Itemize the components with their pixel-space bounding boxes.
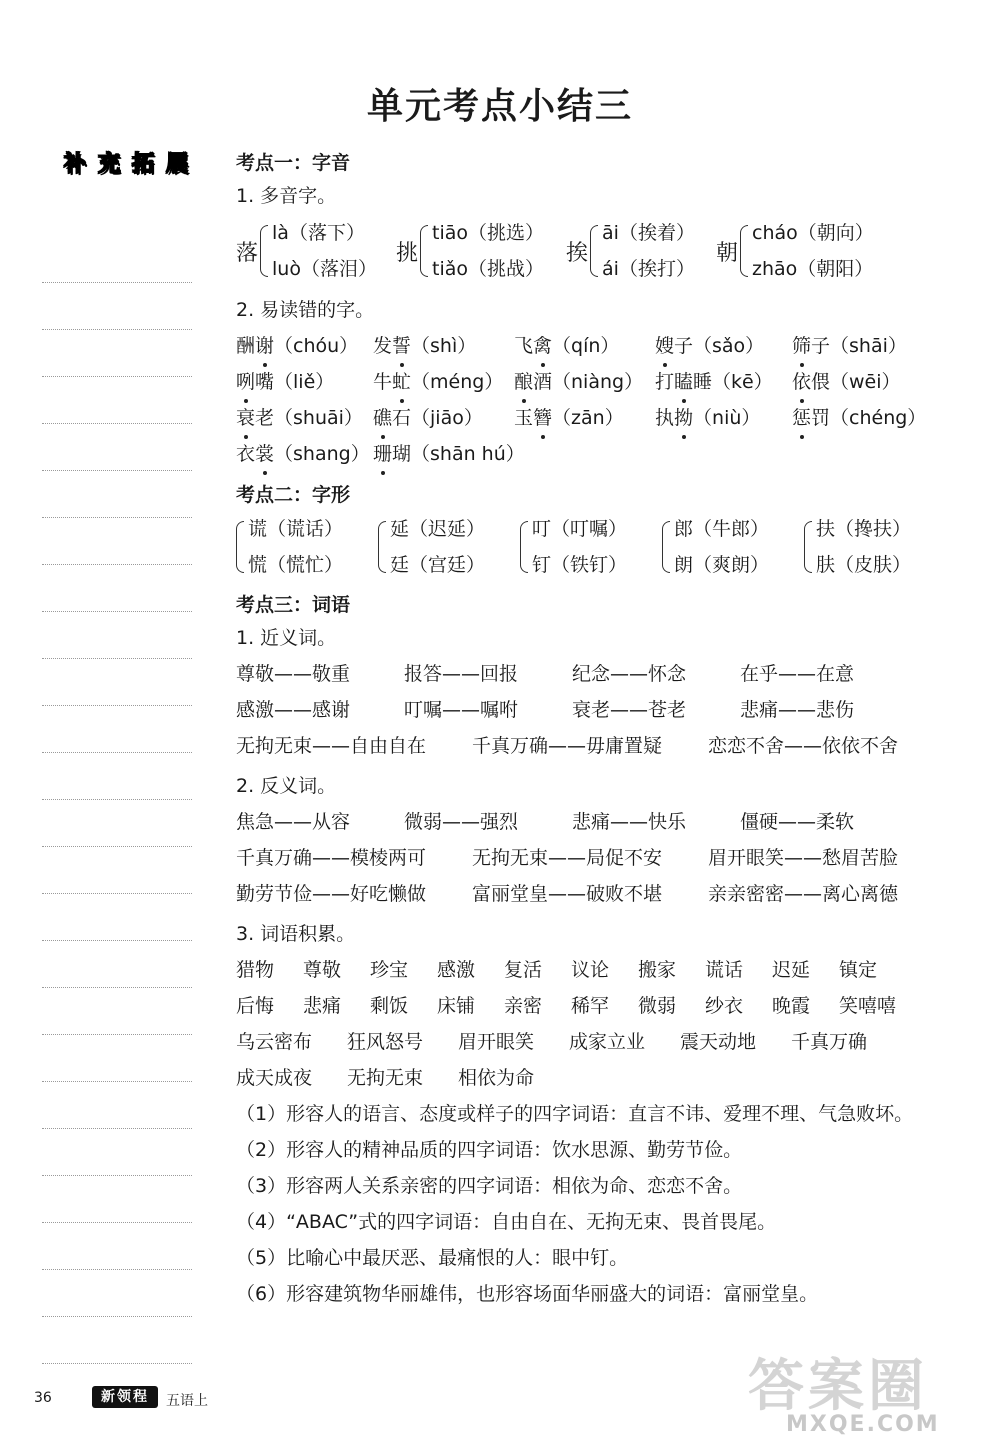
misread-prefix: 执	[655, 407, 675, 429]
shape-item: 朗（爽朗）	[674, 554, 770, 576]
accumulation-word: 搬家	[638, 959, 677, 981]
accumulation-word: 千真万确	[791, 1031, 868, 1053]
misread-item	[655, 328, 792, 364]
antonym-pair: 微弱——强烈	[404, 811, 519, 833]
sidebar-line	[42, 565, 192, 612]
antonym-pair: 眉开眼笑——愁眉苦脸	[708, 847, 899, 869]
polyphone-group	[396, 215, 566, 287]
brand-logo: 新领程	[92, 1386, 158, 1408]
note-item: （1）形容人的语言、态度或样子的四字词语：直言不讳、爱理不理、气急败坏。	[236, 1103, 914, 1125]
misread-target-char: 筛	[792, 328, 811, 364]
accumulation-word: 后悔	[236, 995, 275, 1017]
subheading-antonyms: 2. 反义词。	[236, 775, 337, 797]
sidebar-line	[42, 471, 192, 518]
sidebar-line	[42, 612, 192, 659]
accumulation-word: 笑嘻嘻	[839, 995, 897, 1017]
synonym-pair: 在乎——在意	[740, 663, 855, 685]
antonym-pair: 亲亲密密——离心离德	[708, 883, 899, 905]
accumulation-word: 复活	[504, 959, 543, 981]
shape-item: 谎（谎话）	[248, 518, 344, 540]
sidebar-badge-char: 充	[97, 152, 120, 177]
accumulation-word: 成天成夜	[236, 1067, 313, 1089]
misread-item	[792, 364, 932, 400]
misread-pinyin: 老（shuāi）	[255, 407, 363, 429]
sidebar-line	[42, 941, 192, 988]
misread-pinyin: 嘴（liě）	[255, 371, 335, 393]
misread-target-char: 誓	[392, 328, 411, 364]
misread-target-char: 瞌	[674, 364, 693, 400]
accumulation-word: 晚霞	[772, 995, 811, 1017]
antonym-pair: 勤劳节俭——好吃懒做	[236, 883, 427, 905]
polyphone-readings	[752, 215, 874, 287]
misread-item	[514, 400, 655, 436]
sidebar-note-lines	[42, 236, 192, 1364]
misread-item	[236, 436, 373, 472]
sidebar-line	[42, 800, 192, 847]
antonym-pair: 僵硬——柔软	[740, 811, 855, 833]
shape-item: 延（迟延）	[390, 518, 486, 540]
misread-prefix: 酬	[236, 335, 256, 357]
misread-prefix: 飞	[514, 335, 534, 357]
accumulation-word: 谎话	[705, 959, 744, 981]
misread-prefix: 打	[655, 371, 675, 393]
misread-item	[236, 364, 373, 400]
sidebar-line	[42, 518, 192, 565]
synonym-row	[236, 728, 956, 764]
misread-prefix: 发	[373, 335, 393, 357]
misread-target-char: 酿	[514, 364, 533, 400]
notes-list	[236, 1096, 956, 1312]
synonym-pair: 悲痛——悲伤	[740, 699, 855, 721]
shape-items	[674, 511, 769, 583]
accumulation-word: 成家立业	[569, 1031, 646, 1053]
subheading-accumulation: 3. 词语积累。	[236, 923, 356, 945]
accumulation-word: 悲痛	[303, 995, 342, 1017]
misread-row	[236, 328, 956, 364]
polyphone-reading: zhāo（朝阳）	[752, 258, 874, 280]
synonym-pair: 叮嘱——嘱咐	[404, 699, 519, 721]
shape-group	[236, 511, 378, 583]
note-item: （3）形容两人关系亲密的四字词语：相依为命、恋恋不舍。	[236, 1175, 743, 1197]
polyphone-row	[236, 214, 956, 288]
shape-group	[378, 511, 520, 583]
sidebar-line	[42, 236, 192, 283]
synonym-pair: 感激——感谢	[236, 699, 351, 721]
accumulation-word: 珍宝	[370, 959, 409, 981]
polyphone-readings	[602, 215, 695, 287]
misread-target-char: 嫂	[655, 328, 674, 364]
misread-target-char: 珊	[373, 436, 392, 472]
main-content	[236, 148, 956, 1312]
accumulation-word: 乌云密布	[236, 1031, 313, 1053]
accumulation-row	[236, 1060, 956, 1096]
brace-icon	[740, 225, 748, 277]
antonym-pair: 无拘无束——局促不安	[472, 847, 663, 869]
misread-item	[236, 400, 373, 436]
shape-group	[520, 511, 662, 583]
accumulation-word: 纱衣	[705, 995, 744, 1017]
sidebar-line	[42, 330, 192, 377]
shape-item: 郎（牛郎）	[674, 518, 770, 540]
accumulation-word: 议论	[571, 959, 610, 981]
misread-item	[792, 400, 932, 436]
shape-item: 肤（皮肤）	[816, 554, 912, 576]
misread-pinyin: 瑚（shān hú）	[392, 443, 525, 465]
accumulation-word: 床铺	[437, 995, 476, 1017]
brace-icon	[662, 521, 670, 573]
page-title: 单元考点小结三	[366, 86, 633, 127]
antonym-pair: 富丽堂皇——破败不堪	[472, 883, 663, 905]
sidebar-line	[42, 988, 192, 1035]
polyphone-char: 落	[236, 240, 259, 266]
misread-target-char: 惩	[792, 400, 811, 436]
misread-pinyin: （shì）	[411, 335, 477, 357]
synonym-pair: 尊敬——敬重	[236, 663, 351, 685]
misread-target-char: 咧	[236, 364, 255, 400]
misread-target-char: 虻	[392, 364, 411, 400]
misread-target-char: 衰	[236, 400, 255, 436]
brace-icon	[236, 521, 244, 573]
shape-group	[662, 511, 804, 583]
antonym-row	[236, 804, 956, 840]
polyphone-readings	[272, 215, 377, 287]
misread-pinyin: 罚（chéng）	[811, 407, 927, 429]
antonym-pair: 焦急——从容	[236, 811, 351, 833]
grade-label: 五语上	[166, 1393, 208, 1409]
misread-list	[236, 328, 956, 472]
misread-pinyin: （zān）	[552, 407, 624, 429]
shape-items	[390, 511, 485, 583]
polyphone-reading: luò（落泪）	[272, 258, 377, 280]
misread-row	[236, 436, 956, 472]
accumulation-word: 眉开眼笑	[458, 1031, 535, 1053]
section-heading-shape: 考点二：字形	[236, 484, 351, 506]
misread-target-char: 裳	[255, 436, 274, 472]
subheading-polyphones: 1. 多音字。	[236, 185, 337, 207]
watermark-text: 答案圈	[748, 1354, 928, 1419]
synonym-pair: 千真万确——毋庸置疑	[472, 735, 663, 757]
subheading-misread: 2. 易读错的字。	[236, 299, 375, 321]
misread-row	[236, 364, 956, 400]
shape-item: 扶（搀扶）	[816, 518, 912, 540]
accumulation-row	[236, 1024, 956, 1060]
accumulation-word: 剩饭	[370, 995, 409, 1017]
shape-row	[236, 510, 956, 584]
synonym-list	[236, 656, 956, 764]
sidebar-line	[42, 753, 192, 800]
misread-row	[236, 400, 956, 436]
misread-pinyin: 偎（wēi）	[811, 371, 901, 393]
accumulation-word: 无拘无束	[347, 1067, 424, 1089]
polyphone-char: 朝	[716, 240, 739, 266]
misread-item	[514, 364, 655, 400]
accumulation-word: 稀罕	[571, 995, 610, 1017]
sidebar-badge-char: 补	[63, 152, 86, 177]
note-item: （5）比喻心中最厌恶、最痛恨的人：眼中钉。	[236, 1247, 629, 1269]
shape-items	[248, 511, 343, 583]
polyphone-reading: cháo（朝向）	[752, 222, 874, 244]
sidebar-badge	[60, 148, 192, 184]
misread-pinyin: （niù）	[693, 407, 761, 429]
antonym-pair: 千真万确——模棱两可	[236, 847, 427, 869]
sidebar-line	[42, 1129, 192, 1176]
page-number: 36	[34, 1390, 52, 1406]
polyphone-char: 挨	[566, 240, 589, 266]
synonym-pair: 无拘无束——自由自在	[236, 735, 427, 757]
brace-icon	[378, 521, 386, 573]
misread-pinyin: 睡（kē）	[693, 371, 773, 393]
watermark-url: MXQE.COM	[786, 1412, 940, 1437]
sidebar-line	[42, 377, 192, 424]
synonym-pair: 恋恋不舍——依依不舍	[708, 735, 899, 757]
shape-item: 钉（铁钉）	[532, 554, 628, 576]
polyphone-reading: tiāo（挑选）	[432, 222, 545, 244]
misread-target-char: 拗	[674, 400, 693, 436]
note-item: （6）形容建筑物华丽雄伟，也形容场面华丽盛大的词语：富丽堂皇。	[236, 1283, 819, 1305]
misread-pinyin: 石（jiāo）	[392, 407, 483, 429]
polyphone-group	[716, 215, 876, 287]
sidebar-badge-char: 展	[165, 152, 188, 177]
misread-target-char: 谢	[255, 328, 274, 364]
antonym-row	[236, 840, 956, 876]
section-heading-words: 考点三：词语	[236, 594, 351, 616]
accumulation-word: 感激	[437, 959, 476, 981]
misread-pinyin: （shang）	[274, 443, 370, 465]
sidebar-line	[42, 1317, 192, 1364]
misread-prefix: 衣	[236, 443, 256, 465]
note-item: （2）形容人的精神品质的四字词语：饮水思源、勤劳节俭。	[236, 1139, 743, 1161]
misread-pinyin: （méng）	[411, 371, 504, 393]
shape-items	[816, 511, 911, 583]
misread-target-char: 禽	[533, 328, 552, 364]
accumulation-word: 亲密	[504, 995, 543, 1017]
brace-icon	[520, 521, 528, 573]
sidebar-line	[42, 424, 192, 471]
shape-item: 慌（慌忙）	[248, 554, 344, 576]
polyphone-char: 挑	[396, 240, 419, 266]
section-heading-pronunciation: 考点一：字音	[236, 152, 351, 174]
sidebar-line	[42, 1270, 192, 1317]
brace-icon	[804, 521, 812, 573]
sidebar-line	[42, 706, 192, 753]
brace-icon	[260, 225, 268, 277]
sidebar-line	[42, 1082, 192, 1129]
misread-item	[655, 364, 792, 400]
misread-target-char: 依	[792, 364, 811, 400]
accumulation-list	[236, 952, 956, 1096]
polyphone-reading: tiǎo（挑战）	[432, 258, 545, 280]
sidebar-line	[42, 1035, 192, 1082]
misread-item	[373, 328, 514, 364]
misread-pinyin: （qín）	[552, 335, 620, 357]
accumulation-word: 微弱	[638, 995, 677, 1017]
shape-item: 叮（叮嘱）	[532, 518, 628, 540]
misread-item	[373, 364, 514, 400]
accumulation-word: 镇定	[839, 959, 878, 981]
misread-pinyin: 酒（niàng）	[533, 371, 644, 393]
accumulation-word: 狂风怒号	[347, 1031, 424, 1053]
polyphone-reading: là（落下）	[272, 222, 365, 244]
misread-item	[514, 328, 655, 364]
misread-target-char: 礁	[373, 400, 392, 436]
polyphone-reading: āi（挨着）	[602, 222, 695, 244]
misread-item	[236, 328, 373, 364]
shape-group	[804, 511, 946, 583]
accumulation-row	[236, 988, 956, 1024]
misread-item	[373, 400, 514, 436]
polyphone-readings	[432, 215, 544, 287]
misread-prefix: 牛	[373, 371, 393, 393]
synonym-row	[236, 692, 956, 728]
subheading-synonyms: 1. 近义词。	[236, 627, 337, 649]
sidebar-badge-char: 拓	[131, 152, 154, 177]
brace-icon	[420, 225, 428, 277]
synonym-pair: 纪念——怀念	[572, 663, 687, 685]
sidebar-line	[42, 659, 192, 706]
sidebar-line	[42, 847, 192, 894]
misread-prefix: 玉	[514, 407, 534, 429]
misread-pinyin: （chóu）	[274, 335, 359, 357]
misread-target-char: 簪	[533, 400, 552, 436]
shape-items	[532, 511, 627, 583]
sidebar-line	[42, 1223, 192, 1270]
accumulation-word: 相依为命	[458, 1067, 535, 1089]
synonym-pair: 报答——回报	[404, 663, 519, 685]
sidebar-line	[42, 283, 192, 330]
misread-item	[792, 328, 932, 364]
accumulation-word: 迟延	[772, 959, 811, 981]
sidebar-line	[42, 894, 192, 941]
synonym-row	[236, 656, 956, 692]
misread-pinyin: 子（sǎo）	[674, 335, 765, 357]
misread-item	[373, 436, 525, 472]
antonym-row	[236, 876, 956, 912]
accumulation-word: 尊敬	[303, 959, 342, 981]
antonym-list	[236, 804, 956, 912]
accumulation-word: 震天动地	[680, 1031, 757, 1053]
polyphone-group	[566, 215, 716, 287]
accumulation-word: 猎物	[236, 959, 275, 981]
misread-pinyin: 子（shāi）	[811, 335, 907, 357]
polyphone-reading: ái（挨打）	[602, 258, 695, 280]
shape-item: 廷（宫廷）	[390, 554, 486, 576]
sidebar-line	[42, 1176, 192, 1223]
accumulation-row	[236, 952, 956, 988]
synonym-pair: 衰老——苍老	[572, 699, 687, 721]
brace-icon	[590, 225, 598, 277]
note-item: （4）“ABAC”式的四字词语：自由自在、无拘无束、畏首畏尾。	[236, 1211, 777, 1233]
polyphone-group	[236, 215, 396, 287]
misread-item	[655, 400, 792, 436]
antonym-pair: 悲痛——快乐	[572, 811, 687, 833]
